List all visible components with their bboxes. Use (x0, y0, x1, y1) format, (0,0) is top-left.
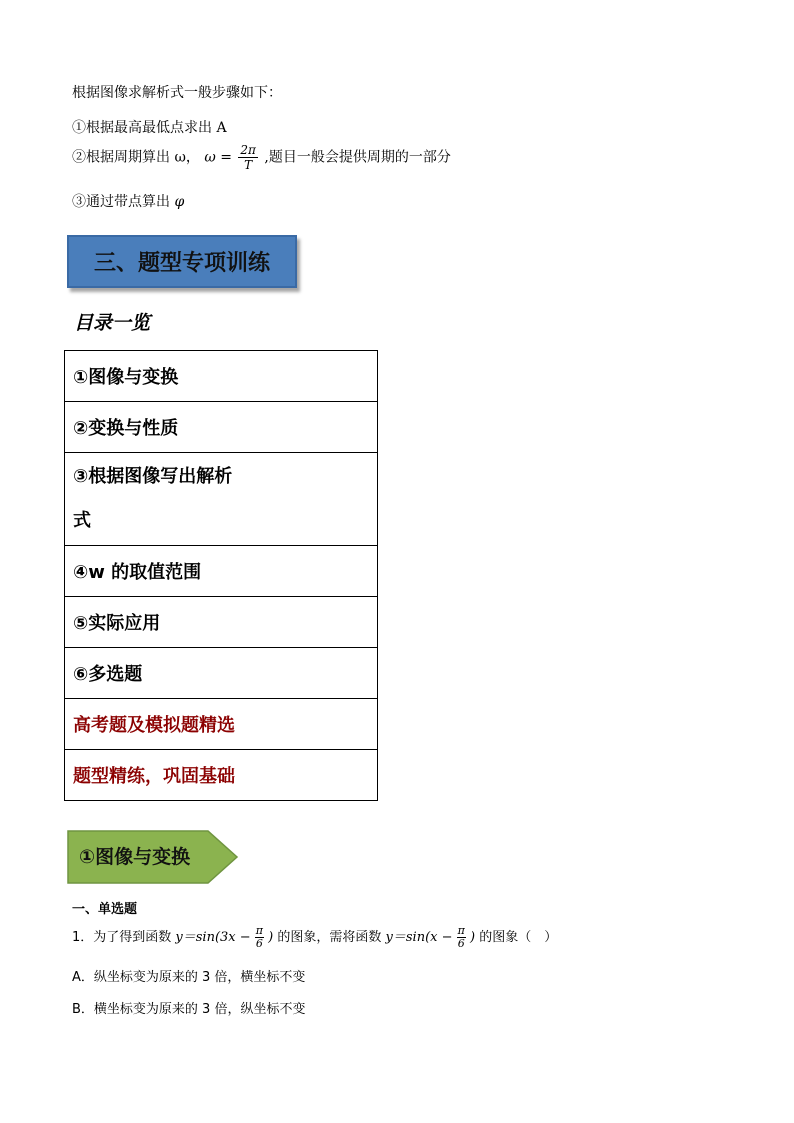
toc-table (64, 350, 378, 801)
q1-f1-fraction (255, 925, 264, 950)
fraction-numerator: 2π (240, 143, 256, 157)
q1-f2-num: π (457, 924, 465, 937)
section-tag-label: ①图像与变换 (79, 846, 191, 868)
toc-item-exam[interactable]: 高考题及模拟题精选 (65, 699, 378, 750)
q1-mid: 的图象，需将函数 (277, 930, 386, 945)
step2-prefix: ②根据周期算出 ω， (72, 149, 200, 166)
toc-item-1[interactable]: ①图像与变换 (65, 351, 378, 402)
period-fraction (238, 143, 258, 172)
intro-step-3 (72, 191, 184, 211)
question-1 (72, 925, 557, 950)
question-type-heading: 一、单选题 (72, 902, 138, 917)
toc-item-5[interactable]: ⑤实际应用 (65, 597, 378, 648)
option-b[interactable]: B．横坐标变为原来的 3 倍，纵坐标不变 (72, 1002, 306, 1017)
q1-formula-1 (175, 924, 277, 950)
toc-item-3-line1: ③根据图像写出解析 (73, 466, 233, 487)
q1-f2-post: ) (470, 930, 476, 945)
toc-item-2[interactable]: ②变换与性质 (65, 402, 378, 453)
intro-step-2 (72, 143, 451, 172)
q1-suffix: 的图象（ ） (479, 930, 558, 945)
q1-formula-2 (385, 924, 480, 950)
toc-item-3-line2: 式 (73, 510, 91, 531)
section-tag (67, 830, 239, 884)
toc-item-practice[interactable]: 题型精练，巩固基础 (65, 750, 378, 801)
q1-f1-post: ) (268, 930, 274, 945)
q1-prefix: 1．为了得到函数 (72, 930, 176, 945)
omega-equals: ω = (204, 149, 232, 166)
step3-prefix: ③通过带点算出 (72, 194, 175, 210)
fraction-denominator: T (244, 158, 253, 172)
toc-title: 目录一览 (74, 312, 151, 334)
intro-step-1: ①根据最高最低点求出 A (72, 120, 227, 136)
section-banner: 三、题型专项训练 (67, 235, 297, 288)
step2-suffix: ,题目一般会提供周期的一部分 (264, 149, 451, 166)
option-a[interactable]: A．纵坐标变为原来的 3 倍，横坐标不变 (72, 970, 306, 985)
q1-f2-den: 6 (457, 937, 465, 950)
phi-symbol: φ (174, 194, 185, 210)
toc-item-4[interactable]: ④w 的取值范围 (65, 546, 378, 597)
q1-f1-den: 6 (255, 937, 263, 950)
toc-item-3[interactable] (65, 453, 378, 546)
q1-f1-pre: y＝sin(3x − (175, 930, 251, 945)
toc-item-6[interactable]: ⑥多选题 (65, 648, 378, 699)
q1-f1-num: π (255, 924, 264, 937)
q1-f2-fraction (457, 925, 466, 950)
q1-f2-pre: y＝sin(x − (385, 930, 453, 945)
intro-heading: 根据图像求解析式一般步骤如下： (72, 85, 282, 101)
